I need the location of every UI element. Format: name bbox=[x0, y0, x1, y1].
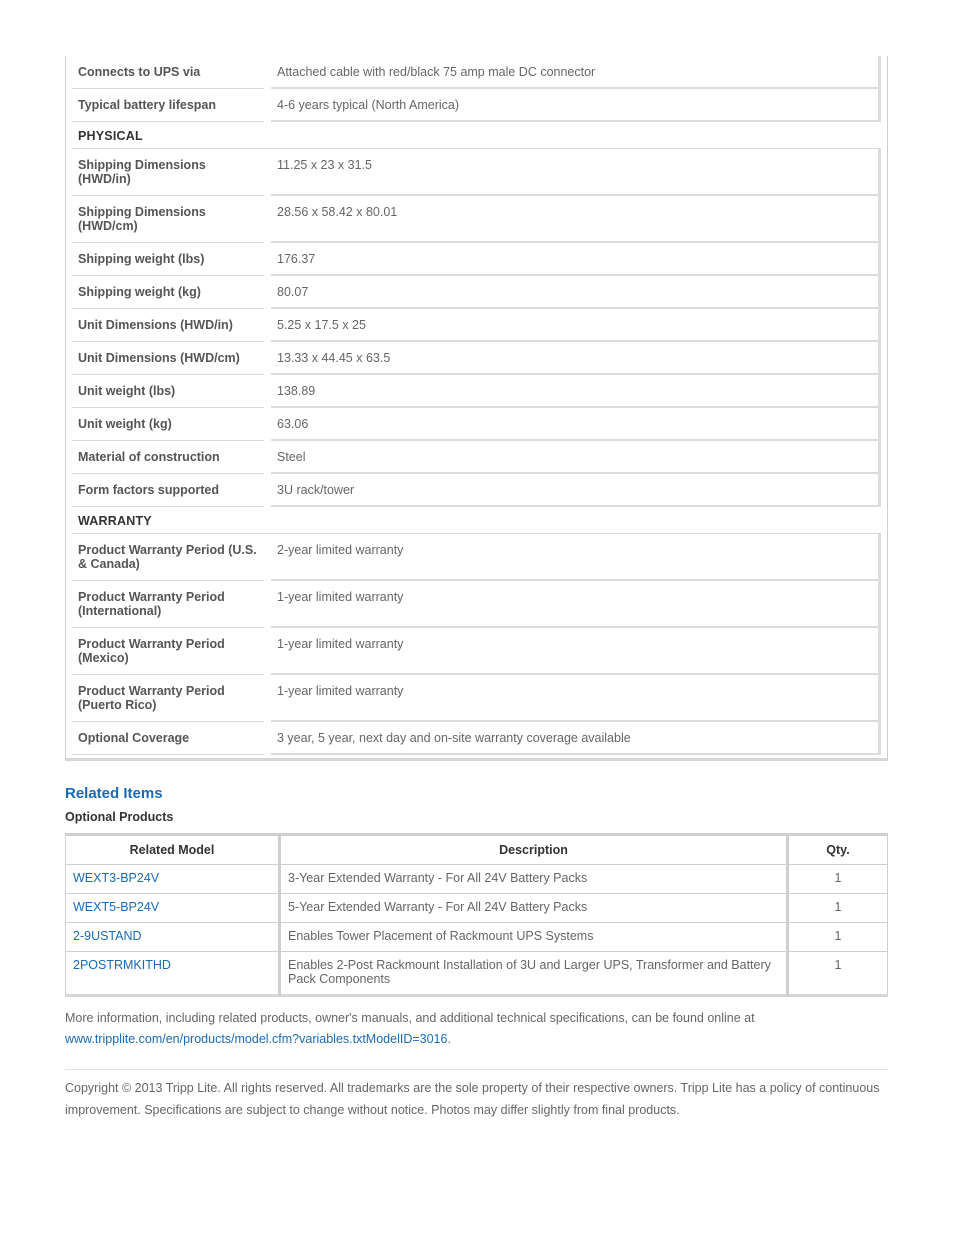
spec-label: Shipping weight (lbs) bbox=[72, 243, 264, 276]
spec-value: 11.25 x 23 x 31.5 bbox=[271, 149, 881, 196]
spec-row bbox=[72, 342, 881, 375]
spec-label: Unit Dimensions (HWD/in) bbox=[72, 309, 264, 342]
more-info-period: . bbox=[447, 1032, 451, 1046]
spec-label: Form factors supported bbox=[72, 474, 264, 507]
related-qty: 1 bbox=[788, 923, 888, 952]
spec-row bbox=[72, 276, 881, 309]
product-page-link[interactable]: www.tripplite.com/en/products/model.cfm?variables.txtModelID=3016 bbox=[65, 1032, 448, 1046]
spec-label: Connects to UPS via bbox=[72, 56, 264, 89]
copyright-text: Copyright © 2013 Tripp Lite. All rights reserved. All trademarks are the sole property of their respective owners. Tripp Lite has a policy of continuous improvement. Specifications are subject to change without notice. Photos may differ slightly from final products. bbox=[65, 1081, 880, 1117]
spec-value: 5.25 x 17.5 x 25 bbox=[271, 309, 881, 342]
table-row bbox=[66, 865, 888, 894]
spec-value: 1-year limited warranty bbox=[271, 675, 881, 722]
spec-value: 4-6 years typical (North America) bbox=[271, 89, 881, 122]
spec-value: Attached cable with red/black 75 amp male DC connector bbox=[271, 56, 881, 89]
spec-value: 1-year limited warranty bbox=[271, 581, 881, 628]
related-items-heading: Related Items bbox=[65, 785, 163, 802]
spec-row bbox=[72, 375, 881, 408]
spec-row bbox=[72, 309, 881, 342]
spec-label: Material of construction bbox=[72, 441, 264, 474]
spec-value: 3 year, 5 year, next day and on-site warranty coverage available bbox=[271, 722, 881, 755]
spec-value: Steel bbox=[271, 441, 881, 474]
more-info-paragraph bbox=[65, 1008, 888, 1050]
spec-label: Typical battery lifespan bbox=[72, 89, 264, 122]
spec-value: 3U rack/tower bbox=[271, 474, 881, 507]
spec-row bbox=[72, 581, 881, 628]
column-header-qty: Qty. bbox=[788, 835, 888, 865]
table-header-row bbox=[66, 835, 888, 865]
spec-row bbox=[72, 196, 881, 243]
spec-label: Product Warranty Period (U.S. & Canada) bbox=[72, 534, 264, 581]
related-model-link[interactable]: 2POSTRMKITHD bbox=[66, 952, 280, 996]
spec-value: 176.37 bbox=[271, 243, 881, 276]
spec-label: Shipping Dimensions (HWD/in) bbox=[72, 149, 264, 196]
spec-row bbox=[72, 628, 881, 675]
spec-row bbox=[72, 243, 881, 276]
optional-products-subheading: Optional Products bbox=[65, 810, 174, 824]
spec-label: Product Warranty Period (International) bbox=[72, 581, 264, 628]
specifications-table bbox=[65, 56, 888, 761]
related-description: Enables 2-Post Rackmount Installation of 3U and Larger UPS, Transformer and Battery Pack Components bbox=[280, 952, 788, 996]
spec-row bbox=[72, 89, 881, 122]
spec-value: 1-year limited warranty bbox=[271, 628, 881, 675]
related-items-table bbox=[65, 833, 888, 997]
spec-label: Unit weight (lbs) bbox=[72, 375, 264, 408]
spec-label: Unit Dimensions (HWD/cm) bbox=[72, 342, 264, 375]
related-qty: 1 bbox=[788, 865, 888, 894]
spec-row bbox=[72, 722, 881, 755]
table-row bbox=[66, 952, 888, 996]
spec-row bbox=[72, 149, 881, 196]
spec-value: 80.07 bbox=[271, 276, 881, 309]
related-model-link[interactable]: WEXT5-BP24V bbox=[66, 894, 280, 923]
spec-label: Product Warranty Period (Mexico) bbox=[72, 628, 264, 675]
section-heading-warranty: WARRANTY bbox=[72, 507, 881, 534]
table-row bbox=[66, 923, 888, 952]
related-model-link[interactable]: 2-9USTAND bbox=[66, 923, 280, 952]
related-description: Enables Tower Placement of Rackmount UPS Systems bbox=[280, 923, 788, 952]
related-qty: 1 bbox=[788, 894, 888, 923]
related-qty: 1 bbox=[788, 952, 888, 996]
spec-row bbox=[72, 534, 881, 581]
spec-value: 63.06 bbox=[271, 408, 881, 441]
column-header-description: Description bbox=[280, 835, 788, 865]
table-row bbox=[66, 894, 888, 923]
related-description: 3-Year Extended Warranty - For All 24V Battery Packs bbox=[280, 865, 788, 894]
spec-label: Shipping weight (kg) bbox=[72, 276, 264, 309]
spec-value: 138.89 bbox=[271, 375, 881, 408]
spec-label: Optional Coverage bbox=[72, 722, 264, 755]
footer-divider bbox=[65, 1069, 888, 1070]
section-heading-physical: PHYSICAL bbox=[72, 122, 881, 149]
column-header-model: Related Model bbox=[66, 835, 280, 865]
more-info-text: More information, including related products, owner's manuals, and additional technical specifications, can be found online at bbox=[65, 1011, 755, 1025]
spec-row bbox=[72, 441, 881, 474]
spec-value: 2-year limited warranty bbox=[271, 534, 881, 581]
spec-label: Unit weight (kg) bbox=[72, 408, 264, 441]
spec-label: Product Warranty Period (Puerto Rico) bbox=[72, 675, 264, 722]
spec-value: 28.56 x 58.42 x 80.01 bbox=[271, 196, 881, 243]
spec-row bbox=[72, 675, 881, 722]
spec-row bbox=[72, 474, 881, 507]
spec-value: 13.33 x 44.45 x 63.5 bbox=[271, 342, 881, 375]
spec-row bbox=[72, 56, 881, 89]
related-description: 5-Year Extended Warranty - For All 24V Battery Packs bbox=[280, 894, 788, 923]
spec-label: Shipping Dimensions (HWD/cm) bbox=[72, 196, 264, 243]
related-model-link[interactable]: WEXT3-BP24V bbox=[66, 865, 280, 894]
spec-row bbox=[72, 408, 881, 441]
